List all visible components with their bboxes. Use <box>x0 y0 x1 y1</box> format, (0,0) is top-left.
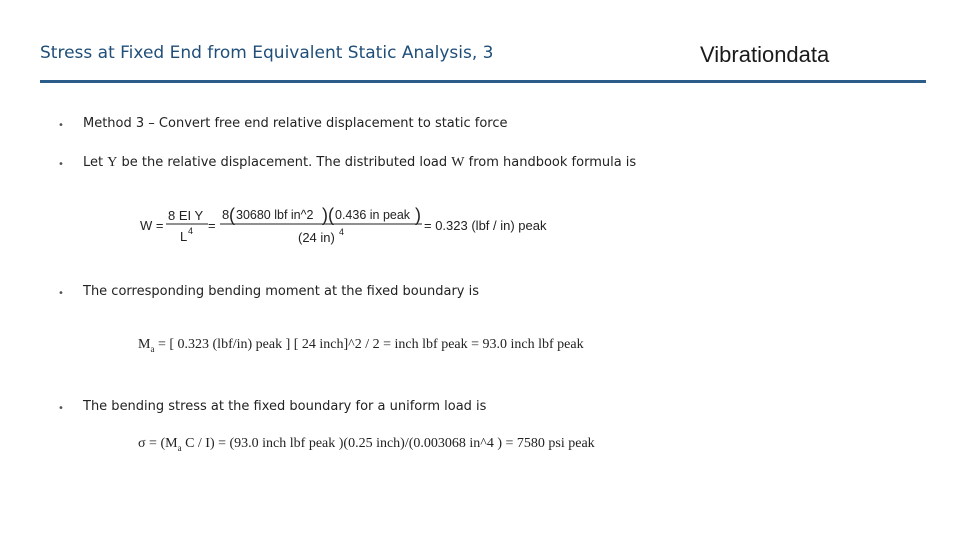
svg-text:(: ( <box>229 205 235 225</box>
moment-rest: = [ 0.323 (lbf/in) peak ] [ 24 inch]^2 / 2 = inch lbf peak = 93.0 inch lbf peak <box>154 337 584 352</box>
formula-num2-b: 30680 lbf in^2 <box>236 208 314 222</box>
bullet-text-part: be the relative displacement. The distributed load <box>117 155 452 170</box>
formula-num2-a: 8 <box>222 207 230 222</box>
stress-equation <box>138 436 595 453</box>
bullet-displacement <box>83 155 636 171</box>
formula-num2-c: 0.436 in peak <box>335 208 411 222</box>
formula-den2-exp: 4 <box>339 227 345 237</box>
formula-den2: (24 in) <box>298 230 335 245</box>
header-divider <box>40 80 926 83</box>
svg-text:(: ( <box>328 205 334 225</box>
symbol-w: W <box>451 155 465 170</box>
stress-part1: σ = (M <box>138 436 178 451</box>
symbol-y: Y <box>107 155 118 170</box>
bullet-text-part: Let <box>83 155 108 170</box>
formula-den1-exp: 4 <box>188 226 194 236</box>
moment-equation <box>138 337 584 354</box>
stress-rest: C / I) = (93.0 inch lbf peak )(0.25 inch)/(0.003068 in^4 ) = 7580 psi peak <box>181 436 595 451</box>
stress-subscript: a <box>177 442 182 453</box>
bullet-marker: • <box>58 159 64 170</box>
bullet-text-part: from handbook formula is <box>464 155 637 170</box>
formula-lhs: W = <box>140 218 164 233</box>
brand-logo-text: Vibrationdata <box>700 42 830 67</box>
formula-eq2: = <box>208 218 216 233</box>
bullet-stress: The bending stress at the fixed boundary for a uniform load is <box>83 399 487 414</box>
bullet-marker: • <box>58 403 64 414</box>
bullet-marker: • <box>58 120 64 131</box>
slide-title: Stress at Fixed End from Equivalent Static Analysis, 3 <box>40 43 494 63</box>
bullet-marker: • <box>58 288 64 299</box>
svg-text:): ) <box>415 205 421 225</box>
formula-num1: 8 EI Y <box>168 208 204 223</box>
moment-symbol: M <box>138 337 151 352</box>
formula-result: = 0.323 (lbf / in) peak <box>424 218 547 233</box>
bullet-moment: The corresponding bending moment at the fixed boundary is <box>83 284 479 299</box>
bullet-method: Method 3 – Convert free end relative displacement to static force <box>83 116 508 131</box>
distributed-load-formula <box>136 200 576 260</box>
formula-den1: L <box>180 229 188 244</box>
moment-subscript: a <box>150 343 155 354</box>
svg-text:): ) <box>322 205 328 225</box>
